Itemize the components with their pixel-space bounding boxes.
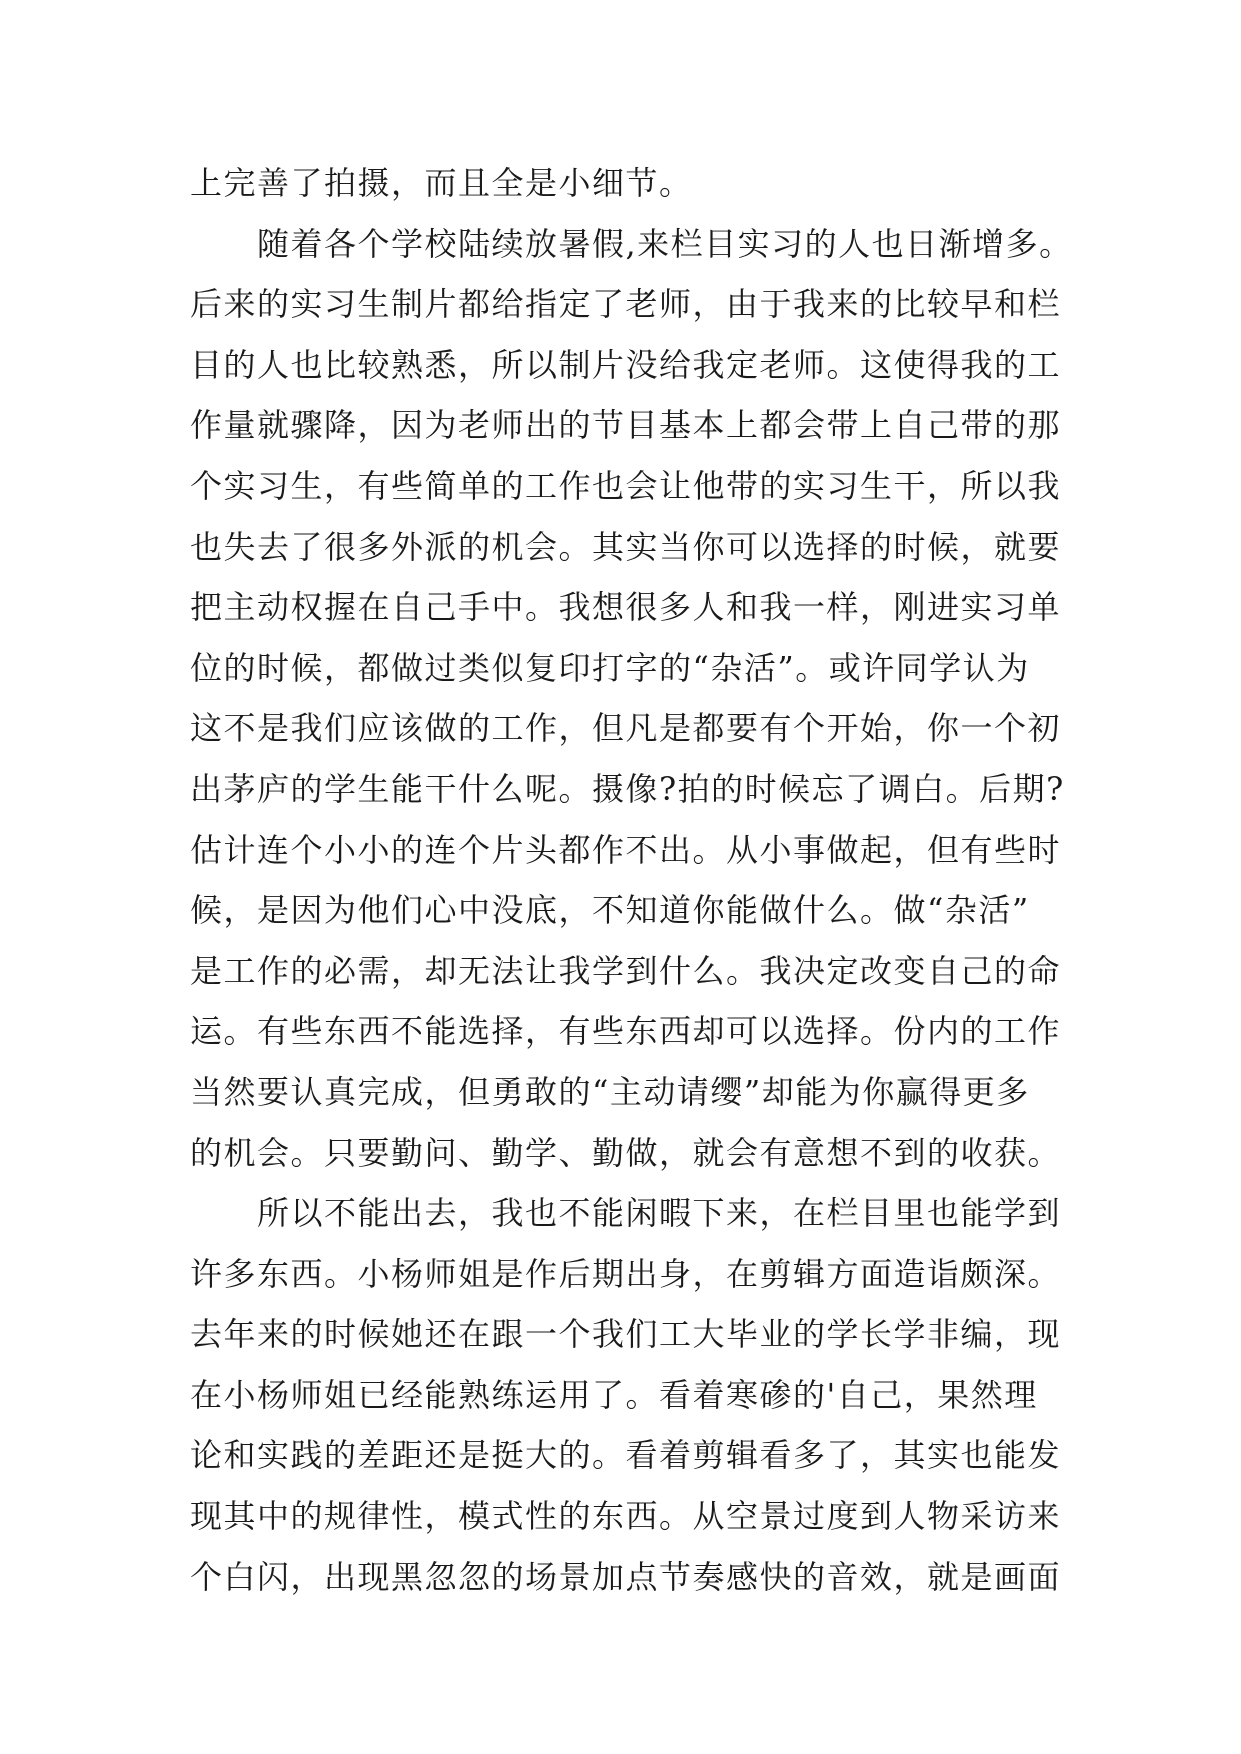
- text-line: 上完善了拍摄，而且全是小细节。: [190, 164, 693, 202]
- text-line: 目的人也比较熟悉，所以制片没给我定老师。这使得我的工: [190, 345, 1062, 384]
- text-line: 作量就骤降，因为老师出的节目基本上都会带上自己带的那: [190, 406, 1062, 445]
- text-line: 个白闪，出现黑忽忽的场景加点节奏感快的音效，就是画面: [190, 1557, 1062, 1596]
- text-line: 许多东西。小杨师姐是作后期出身，在剪辑方面造诣颇深。: [190, 1254, 1062, 1293]
- text-line: 这不是我们应该做的工作，但凡是都要有个开始，你一个初: [190, 709, 1062, 748]
- text-line: 出茅庐的学生能干什么呢。摄像?拍的时候忘了调白。后期?: [190, 769, 1065, 808]
- text-line: 个实习生，有些简单的工作也会让他带的实习生干，所以我: [190, 466, 1062, 505]
- text-line: 把主动权握在自己手中。我想很多人和我一样，刚进实习单: [190, 588, 1062, 627]
- text-line: 位的时候，都做过类似复印打字的“杂活”。或许同学认为: [190, 648, 1030, 687]
- text-line: 所以不能出去，我也不能闲暇下来，在栏目里也能学到: [190, 1194, 1062, 1233]
- text-line: 论和实践的差距还是挺大的。看着剪辑看多了，其实也能发: [190, 1436, 1062, 1475]
- text-line: 候，是因为他们心中没底，不知道你能做什么。做“杂活”: [190, 891, 1030, 930]
- text-line: 随着各个学校陆续放暑假,来栏目实习的人也日渐增多。: [190, 224, 1073, 263]
- text-line: 估计连个小小的连个片头都作不出。从小事做起，但有些时: [190, 830, 1062, 869]
- text-line: 现其中的规律性，模式性的东西。从空景过度到人物采访来: [190, 1497, 1062, 1536]
- text-line: 后来的实习生制片都给指定了老师，由于我来的比较早和栏: [190, 285, 1062, 324]
- body-text: [190, 153, 1090, 1607]
- text-line: 的机会。只要勤问、勤学、勤做，就会有意想不到的收获。: [190, 1133, 1062, 1172]
- text-line: 在小杨师姐已经能熟练运用了。看着寒碜的'自己，果然理: [190, 1375, 1038, 1414]
- text-line: 也失去了很多外派的机会。其实当你可以选择的时候，就要: [190, 527, 1062, 566]
- text-line: 当然要认真完成，但勇敢的“主动请缨”却能为你赢得更多: [190, 1072, 1030, 1111]
- text-line: 去年来的时候她还在跟一个我们工大毕业的学长学非编，现: [190, 1315, 1062, 1354]
- text-line: 是工作的必需，却无法让我学到什么。我决定改变自己的命: [190, 951, 1062, 990]
- text-line: 运。有些东西不能选择，有些东西却可以选择。份内的工作: [190, 1012, 1062, 1051]
